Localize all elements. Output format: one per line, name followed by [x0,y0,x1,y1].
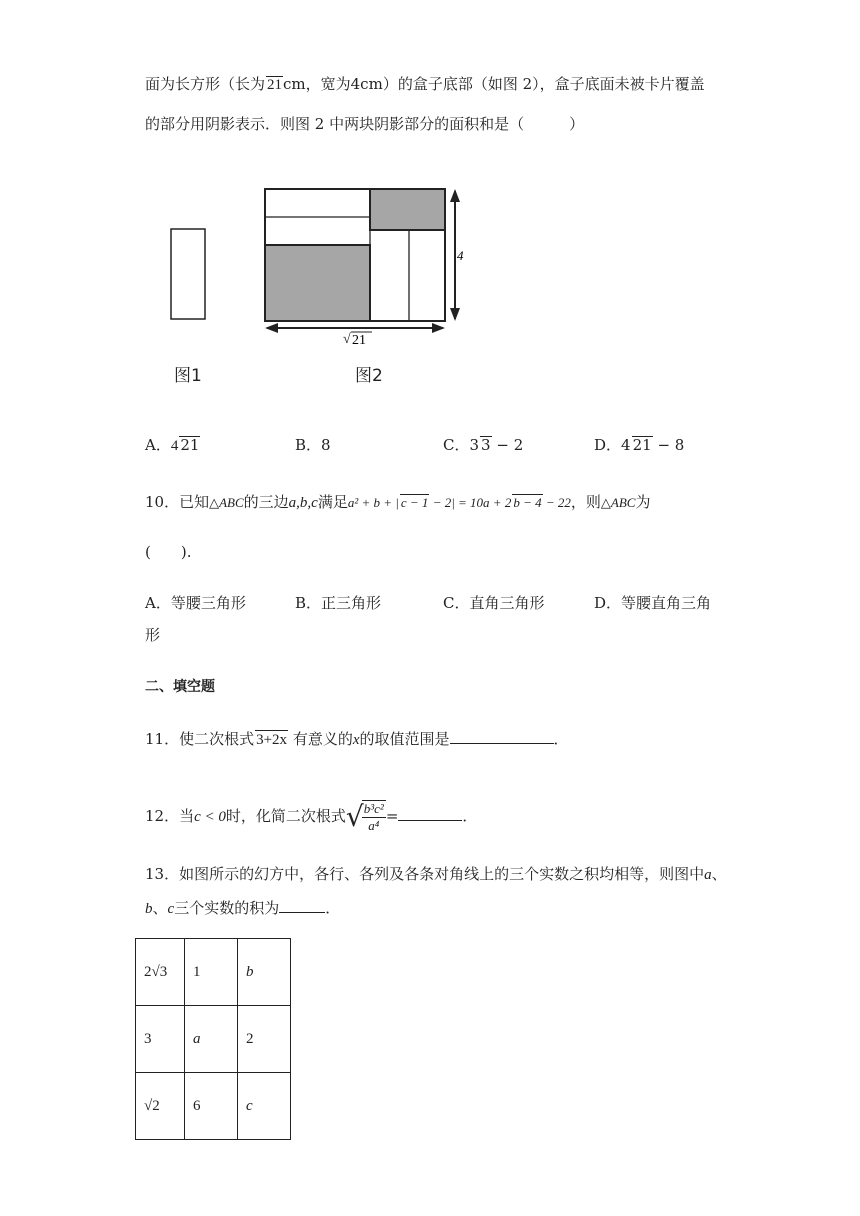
radicand: 21 [632,436,652,454]
q11-var-x: x [352,732,360,748]
q12-stem [145,800,477,834]
q10-answer-paren: ( ). [145,543,192,561]
magic-cell: 2 [238,1006,291,1073]
q10-stem [145,492,651,513]
q13-text: 13．如图所示的幻方中，各行、各列及各条对角线上的三个实数之积均相等，则图中 [145,865,705,883]
magic-cell: a [185,1006,238,1073]
q10-text-mid: 的三边 [243,493,289,511]
coef: 4 [170,438,179,454]
fig1-card [171,229,205,319]
q13-var-c: c [167,901,175,917]
magic-row [136,939,291,1006]
magic-cell: 6 [185,1073,238,1140]
q10-text-cond: 满足 [317,493,348,511]
q13-end: ． [325,899,341,917]
option-letter: A． [145,436,171,454]
eq-left: a² + b + | [347,495,399,510]
fig2-caption: 图2 [355,366,383,386]
dim-height-label: 4 [457,248,464,263]
magic-cell: b [238,939,291,1006]
q9-text-line1 [145,74,705,95]
q11-answer-blank[interactable] [450,729,554,744]
q13-sep-2: 、 [152,899,168,917]
option-letter: D． [594,436,622,454]
q9-text-line2: 的部分用阴影表示．则图 2 中两块阴影部分的面积和是（ ） [145,115,585,133]
section-heading: 二、填空题 [145,679,215,695]
q10-vars: a,b,c [288,495,318,511]
q9-radicand: 21 [267,77,283,93]
eq-radicand-1: c − 1 [400,495,429,510]
tail: − 8 [657,436,685,454]
magic-square [135,938,291,1140]
q12-answer-blank[interactable] [398,806,462,821]
magic-cell: 3 [136,1006,185,1073]
q10-option-c[interactable]: C．直角三角形 [443,594,545,612]
q9-text-c: 4cm [350,75,383,93]
q9-option-a[interactable] [145,435,200,456]
triangle-label-2: △ABC [600,495,636,510]
q9-text-b: cm，宽为 [283,75,351,93]
q13-var-a: a [704,867,712,883]
q10-option-b[interactable]: B．正三角形 [295,594,382,612]
q10-text-tail: ，则 [570,493,601,511]
eq-right: − 22 [542,495,571,510]
magic-row [136,1073,291,1140]
q9-text-d: ）的盒子底部（如图 2），盒子底面未被卡片覆盖 [382,75,705,93]
q9-option-c[interactable] [443,435,523,455]
q12-equals: = [385,807,399,825]
option-letter: C． [443,436,470,454]
dim-width-label: 21 [352,333,366,345]
q13-var-b: b [145,901,153,917]
q9-text-a: 面为长方形（长为 [145,75,266,93]
fig1-caption: 图1 [174,366,202,386]
shaded-region-left [265,245,370,321]
svg-text:√: √ [343,332,351,345]
q12-end: ． [462,807,478,825]
q11-text-a: 11．使二次根式 [145,730,255,748]
q12-numerator: b³c² [363,801,384,816]
q10-text-tail2: 为 [635,493,651,511]
q12-denominator: a⁴ [368,818,380,833]
q13-stem-line2 [145,898,340,919]
q13-answer-blank[interactable] [279,898,325,913]
q11-radicand: 3+2x [256,732,288,748]
magic-cell: 1 [185,939,238,1006]
q13-sep: 、 [711,865,727,883]
q10-option-d[interactable]: D．等腰直角三角 [594,594,712,612]
triangle-label: △ABC [209,495,244,510]
q13-text-tail: 三个实数的积为 [174,899,280,917]
radicand: 21 [180,436,200,454]
coef: 3 [469,436,480,454]
magic-cell: c [238,1073,291,1140]
q11-text-c: 的取值范围是 [359,730,450,748]
q9-option-b[interactable]: B．8 [295,436,331,454]
q11-text-b: 有意义的 [292,730,353,748]
magic-cell: √2 [136,1073,185,1140]
magic-cell: 2√3 [136,939,185,1006]
eq-mid: − 2| = 10a + 2 [429,495,512,510]
eq-radicand-2: b − 4 [513,495,542,510]
shaded-region-right [370,189,445,230]
q13-stem-line1 [145,864,727,885]
q9-option-d[interactable] [594,435,684,455]
tail: − 2 [496,436,524,454]
magic-row [136,1006,291,1073]
coef: 4 [621,436,631,454]
q11-end: ． [553,730,569,748]
q10-option-d-wrap: 形 [145,626,161,644]
q9-figure [160,180,480,345]
q11-stem [145,729,569,750]
q12-text-a: 12．当 [145,807,195,825]
q10-number: 10．已知 [145,493,210,511]
q10-option-a[interactable]: A．等腰三角形 [145,594,246,612]
q12-condition: c < 0 [194,809,226,825]
q12-text-b: 时，化简二次根式 [225,807,346,825]
q12-radical: √ $\frac{\text{b³c²}}{\text{a⁴}}$ [345,800,384,833]
radicand: 3 [481,436,491,454]
